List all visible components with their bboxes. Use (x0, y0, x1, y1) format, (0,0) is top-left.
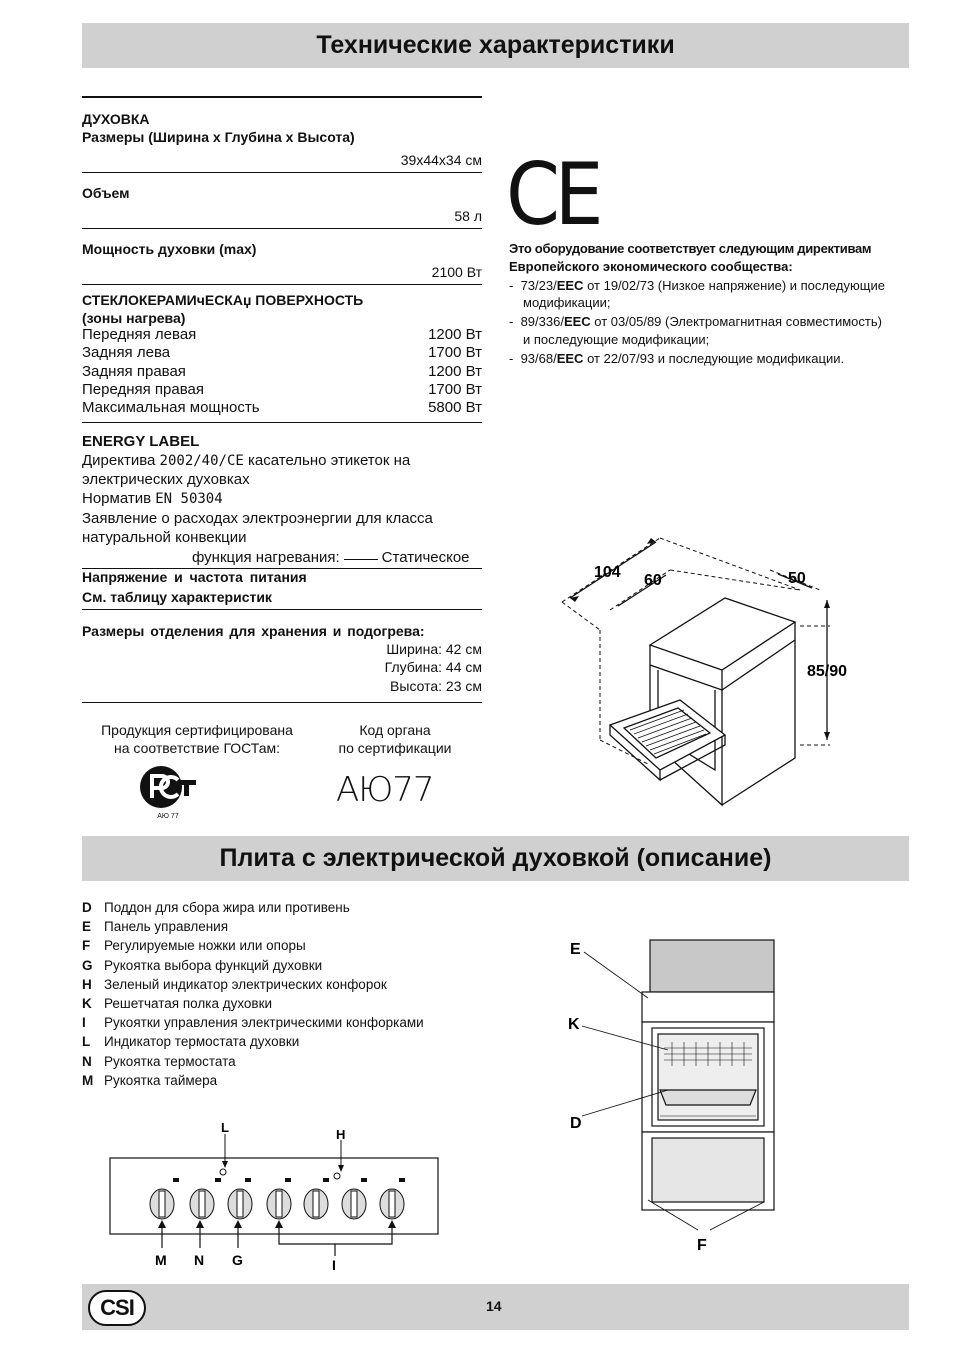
zone-value: 1200 Вт (428, 363, 482, 380)
zone-label: Максимальная мощность (82, 399, 260, 416)
energy-statement-line2: натуральной конвекции (82, 529, 247, 546)
divider (82, 172, 482, 173)
panel-label-H: H (336, 1127, 346, 1142)
stove-label-E: E (570, 941, 581, 958)
legend-key: D (82, 900, 92, 915)
gost-mark-caption: АЮ 77 (157, 813, 179, 820)
legend-key: K (82, 996, 92, 1011)
dimension-60: 60 (644, 572, 662, 589)
panel-label-L: L (221, 1120, 229, 1135)
energy-norm (82, 489, 223, 509)
legend-item (82, 936, 306, 955)
energy-function-value: Статическое (381, 549, 470, 566)
zone-value: 1700 Вт (428, 381, 482, 398)
legend-item (82, 956, 322, 975)
zone-value: 1700 Вт (428, 344, 482, 361)
panel-label-G: G (232, 1252, 243, 1268)
ce-mark: CE (506, 145, 599, 245)
legend-text: Индикатор термостата духовки (104, 1034, 300, 1049)
storage-height: Высота: 23 см (390, 678, 482, 694)
energy-directive-line2: электрических духовках (82, 471, 250, 488)
stove-label-K: K (568, 1016, 580, 1033)
cert-left-line1: Продукция сертифицирована (101, 722, 293, 738)
legend-text: Зеленый индикатор электрических конфорок (104, 977, 387, 992)
panel-label-N: N (194, 1252, 205, 1268)
ce-item-code: 93/68/ (520, 351, 557, 366)
legend-text: Панель управления (104, 919, 229, 934)
divider (82, 422, 482, 423)
dimension-85-90: 85/90 (807, 663, 848, 680)
section-title: Технические характеристики (316, 31, 675, 59)
energy-norm-code: EN 50304 (155, 491, 223, 507)
ce-item-code: 73/23/ (520, 278, 557, 293)
hob-zone-row (82, 363, 482, 381)
page-number: 14 (486, 1298, 502, 1314)
legend-text: Решетчатая полка духовки (104, 996, 273, 1011)
ce-directive-item: - 93/68/EEC от 22/07/93 и последующие модификации. (509, 351, 845, 366)
legend-item (82, 994, 272, 1013)
voltage-line1: Напряжение и частота питания (82, 569, 307, 585)
storage-width: Ширина: 42 см (386, 641, 482, 657)
legend-key: G (82, 958, 93, 973)
zone-label: Передняя правая (82, 381, 204, 398)
legend-text: Регулируемые ножки или опоры (104, 938, 306, 953)
oven-heading: ДУХОВКА (82, 111, 150, 127)
legend-key: I (82, 1015, 86, 1030)
oven-dims-value: 39x44x34 см (400, 152, 482, 168)
zone-value: 5800 Вт (428, 399, 482, 416)
legend-item (82, 898, 350, 917)
section-header (82, 23, 909, 68)
zone-label: Задняя правая (82, 363, 186, 380)
legend-text: Рукоятка таймера (104, 1073, 218, 1088)
oven-volume-value: 58 л (454, 208, 482, 224)
legend-item (82, 1013, 424, 1032)
energy-function-blank (344, 559, 378, 560)
legend-text: Поддон для сбора жира или противень (104, 900, 350, 915)
ce-item-eec: EEC (563, 314, 591, 329)
legend-text: Рукоятка выбора функций духовки (104, 958, 323, 973)
zone-label: Передняя левая (82, 326, 197, 343)
hob-zone-row (82, 399, 482, 417)
oven-dims-label: Размеры (Ширина х Глубина х Высота) (82, 129, 355, 145)
ce-item-rest: от 03/05/89 (Электромагнитная совместимость) (594, 314, 882, 329)
hob-heading: СТЕКЛОКЕРАМИчЕСКАџ ПОВЕРХНОСТЬ (82, 292, 364, 308)
legend-key: H (82, 977, 92, 992)
ce-directive-item: - 89/336/EEC от 03/05/89 (Электромагнитная совместимость) (509, 314, 882, 329)
energy-function-label: функция нагревания: (192, 549, 340, 566)
legend-key: N (82, 1054, 92, 1069)
dimension-104: 104 (594, 564, 621, 581)
stove-label-D: D (570, 1115, 582, 1132)
control-panel-drawing (105, 1120, 445, 1280)
hob-subheading: (зоны нагрева) (82, 310, 186, 326)
ce-item-rest: от 19/02/73 (Низкое напряжение) и последующие (587, 278, 885, 293)
ce-item-code: 89/336/ (520, 314, 564, 329)
energy-directive (82, 451, 410, 471)
storage-heading: Размеры отделения для хранения и подогрева: (82, 623, 425, 639)
energy-function (192, 548, 470, 567)
energy-norm-prefix: Норматив (82, 490, 152, 507)
storage-depth: Глубина: 44 см (384, 659, 482, 675)
ce-intro-line1: Это оборудование соответствует следующим директивам (509, 241, 872, 256)
stove-label-F: F (697, 1237, 707, 1254)
dimensions-drawing (550, 530, 870, 810)
divider (82, 284, 482, 285)
hob-zone-row (82, 381, 482, 399)
voltage-line2: См. таблицу характеристик (82, 589, 272, 605)
divider (82, 228, 482, 229)
ce-item-line2: и последующие модификации; (523, 332, 710, 347)
oven-power-label: Мощность духовки (max) (82, 241, 257, 257)
oven-power-value: 2100 Вт (431, 264, 482, 280)
legend-item (82, 975, 387, 994)
panel-label-I: I (332, 1257, 336, 1273)
energy-directive-code: 2002/40/CE (159, 453, 244, 469)
energy-heading: ENERGY LABEL (82, 433, 200, 450)
energy-statement-line1: Заявление о расходах электроэнергии для класса (82, 510, 433, 527)
legend-item (82, 1071, 217, 1090)
section-title: Плита с электрической духовкой (описание) (219, 844, 772, 872)
ce-item-rest: от 22/07/93 и последующие модификации. (587, 351, 845, 366)
cert-left-line2: на соответствие ГОСТам: (114, 740, 280, 756)
divider (82, 702, 482, 703)
legend-key: E (82, 919, 92, 934)
legend-item (82, 1052, 236, 1071)
legend-text: Рукоятка термостата (104, 1054, 236, 1069)
zone-value: 1200 Вт (428, 326, 482, 343)
oven-volume-label: Объем (82, 185, 130, 201)
cert-right-line2: по сертификации (338, 740, 452, 756)
section-header (82, 836, 909, 881)
legend-text: Рукоятки управления электрическими конфорками (104, 1015, 424, 1030)
stove-drawing (560, 930, 800, 1260)
divider (82, 96, 482, 98)
legend-key: L (82, 1034, 91, 1049)
csi-logo: CSI (88, 1290, 146, 1326)
gost-mark-icon (138, 764, 198, 810)
panel-label-M: M (155, 1252, 167, 1268)
cert-code: АЮ77 (336, 770, 434, 810)
legend-item (82, 1032, 299, 1051)
ce-item-eec: EEC (556, 351, 584, 366)
ce-directive-item: - 73/23/EEC от 19/02/73 (Низкое напряжение) и последующие (509, 278, 885, 293)
energy-directive-suffix: касательно этикеток на (248, 452, 411, 469)
legend-item (82, 917, 228, 936)
legend-key: F (82, 938, 91, 953)
legend-key: M (82, 1073, 94, 1088)
ce-item-line2: модификации; (523, 295, 611, 310)
ce-intro-line2: Европейского экономического сообщества: (509, 259, 793, 274)
zone-label: Задняя лева (82, 344, 171, 361)
hob-zone-row (82, 326, 482, 344)
hob-zone-row (82, 344, 482, 362)
divider (82, 609, 482, 610)
energy-directive-prefix: Директива (82, 452, 156, 469)
ce-item-eec: EEC (556, 278, 584, 293)
cert-right-line1: Код органа (359, 722, 431, 738)
dimension-50: 50 (788, 570, 806, 587)
